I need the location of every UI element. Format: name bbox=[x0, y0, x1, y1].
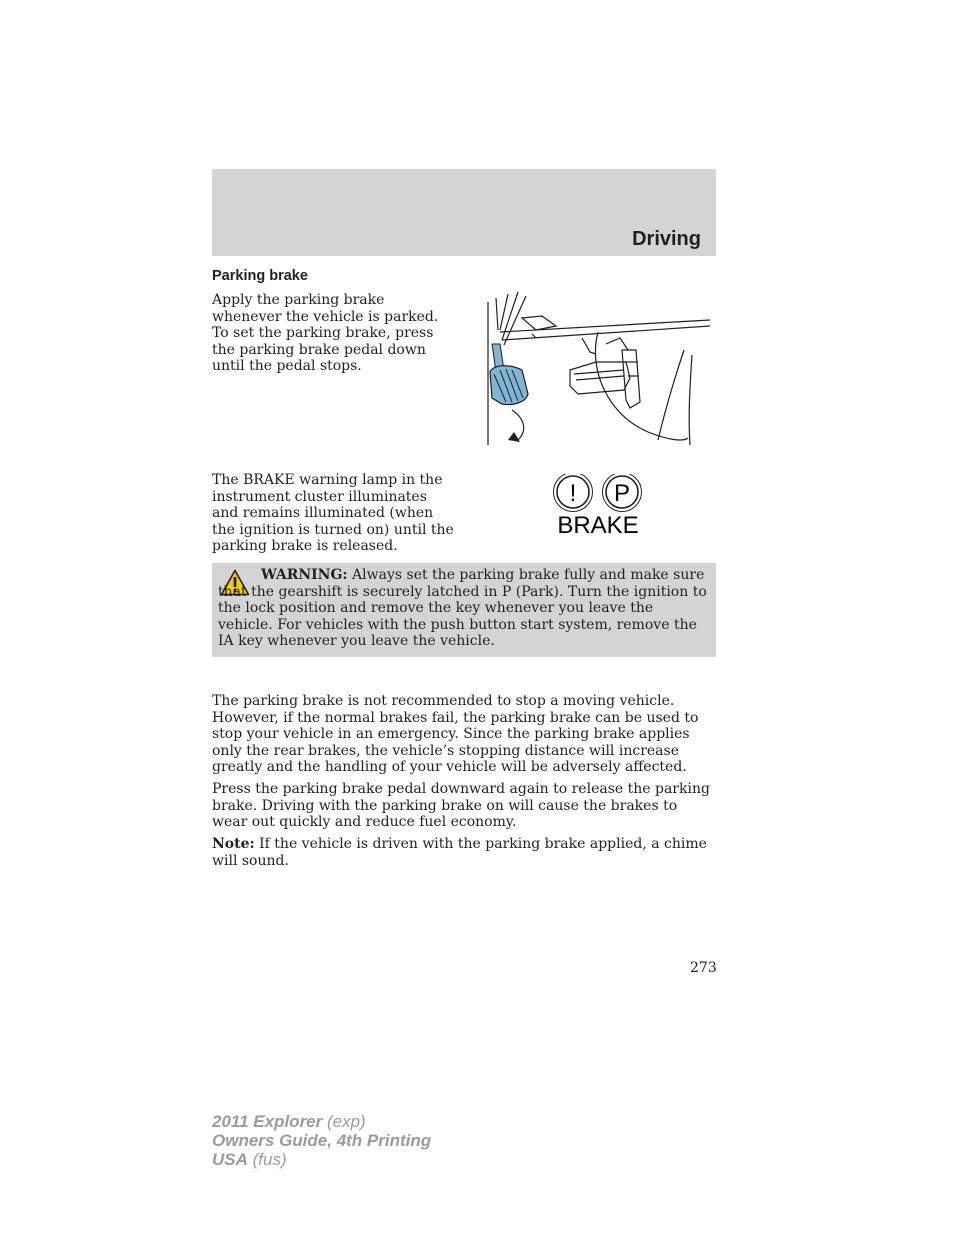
subheading: Parking brake bbox=[212, 268, 308, 284]
footer-market: USA bbox=[212, 1150, 248, 1169]
section-header-band bbox=[212, 169, 716, 256]
note-text: If the vehicle is driven with the parking brake applied, a chime will sound. bbox=[212, 836, 707, 869]
footer-model-code: (exp) bbox=[322, 1112, 366, 1131]
lamp-label: BRAKE bbox=[557, 512, 639, 536]
footer-imprint bbox=[212, 1112, 431, 1169]
footer-market-code: (fus) bbox=[247, 1150, 287, 1169]
body-paragraph-2: Press the parking brake pedal downward again to release the parking brake. Driving with the parking brake on will cause the brakes to wear out quickly and reduce fuel economy. bbox=[212, 781, 710, 830]
parking-brake-pedal-illustration bbox=[478, 290, 714, 450]
note-label: Note: bbox=[212, 836, 255, 852]
brake-warning-lamp bbox=[548, 474, 648, 536]
lamp-symbol-exclamation: ! bbox=[569, 480, 577, 507]
page-number: 273 bbox=[690, 960, 717, 976]
note-paragraph bbox=[212, 836, 716, 869]
warning-body: Always set the parking brake fully and make sure that the gearshift is securely latched in P (Park). Turn the ignition to the lock position and remove the key whenever you leave the vehicle. For vehicles with the push button start system, remove the IA key whenever you leave the vehicle. bbox=[218, 567, 707, 649]
section-title: Driving bbox=[632, 228, 701, 250]
lamp-paragraph: The BRAKE warning lamp in the instrument cluster illuminates and remains illuminated (when the ignition is turned on) until the parking brake is released. bbox=[212, 472, 454, 554]
warning-text bbox=[218, 567, 710, 650]
footer-printing: Owners Guide, 4th Printing bbox=[212, 1131, 432, 1150]
footer-model: 2011 Explorer bbox=[212, 1112, 323, 1131]
lamp-symbol-p: P bbox=[613, 480, 631, 507]
body-paragraph-1: The parking brake is not recommended to stop a moving vehicle. However, if the normal brakes fail, the parking brake can be used to stop your vehicle in an emergency. Since the parking brake applies only the rear brakes, the vehicle’s stopping distance will increase greatly and the handling of your vehicle will be adversely affected. bbox=[212, 693, 699, 775]
warning-box bbox=[212, 563, 716, 657]
warning-label: WARNING: bbox=[261, 567, 348, 583]
intro-paragraph: Apply the parking brake whenever the vehicle is parked. To set the parking brake, press the parking brake pedal down until the pedal stops. bbox=[212, 292, 439, 374]
